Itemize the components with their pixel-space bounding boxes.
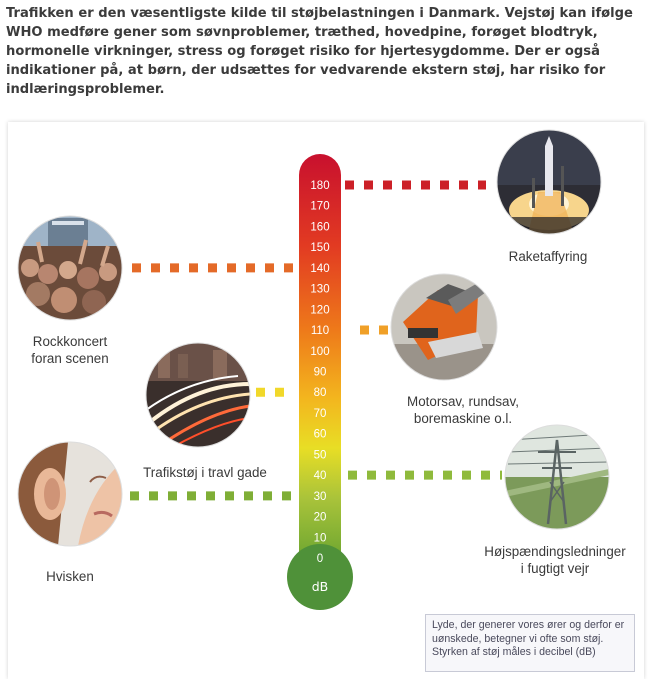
- noise-diagram: [8, 122, 644, 679]
- info-note: Lyde, der generer vores ører og derfor er uønskede, betegner vi ofte som støj. Styrken af støj måles i decibel (dB): [425, 614, 635, 672]
- scale-tick-40: 40: [313, 470, 327, 483]
- label-raketaffyring: Raketaffyring: [508, 249, 588, 264]
- thermometer: [287, 154, 353, 610]
- scale-tick-100: 100: [310, 345, 330, 358]
- scale-tick-90: 90: [313, 366, 327, 379]
- scale-tick-20: 20: [313, 511, 327, 524]
- scale-tick-50: 50: [313, 449, 327, 462]
- noise-diagram-panel: [8, 122, 644, 679]
- scale-tick-170: 170: [310, 200, 330, 213]
- scale-tick-70: 70: [313, 407, 327, 420]
- scale-tick-150: 150: [310, 242, 330, 255]
- intro-paragraph: Trafikken er den væsentligste kilde til støjbelastningen i Danmark. Vejstøj kan ifølge WHO medføre gener som søvnproblemer, træthed, hovedpine, forøget blodtryk, hormonelle virkninger, stress og forøget risiko for hjertesygdomme. Der er også indikationer på, at børn, der udsættes for vedvarende ekstern støj, har risiko for indlæringsproblemer.: [6, 6, 633, 97]
- scale-tick-30: 30: [313, 490, 327, 503]
- scale-tick-180: 180: [310, 180, 330, 192]
- scale-tick-10: 10: [313, 532, 327, 545]
- power-lines-photo: [505, 425, 609, 529]
- unit-label: dB: [311, 579, 329, 594]
- label-hojspaending: Højspændingsledninger i fugtigt vejr: [484, 544, 626, 576]
- scale-tick-0: 0: [316, 553, 324, 565]
- chainsaw-photo: [391, 272, 497, 380]
- scale-tick-60: 60: [313, 428, 327, 441]
- label-trafikstoj: Trafikstøj i travl gade: [143, 465, 267, 480]
- traffic-street-photo: [146, 343, 250, 447]
- scale-tick-140: 140: [310, 262, 330, 275]
- concert-crowd-photo: [18, 216, 122, 320]
- scale-tick-110: 110: [310, 325, 330, 338]
- rocket-launch-photo: [497, 130, 601, 234]
- scale-tick-130: 130: [310, 283, 330, 296]
- scale-tick-80: 80: [313, 387, 327, 400]
- label-rockkoncert: Rockkoncert foran scenen: [31, 334, 109, 366]
- scale-tick-120: 120: [310, 304, 330, 317]
- label-motorsav: Motorsav, rundsav, boremaskine o.l.: [407, 394, 519, 426]
- scale-tick-160: 160: [310, 221, 330, 234]
- label-hvisken: Hvisken: [46, 569, 94, 584]
- whisper-photo: [18, 442, 122, 546]
